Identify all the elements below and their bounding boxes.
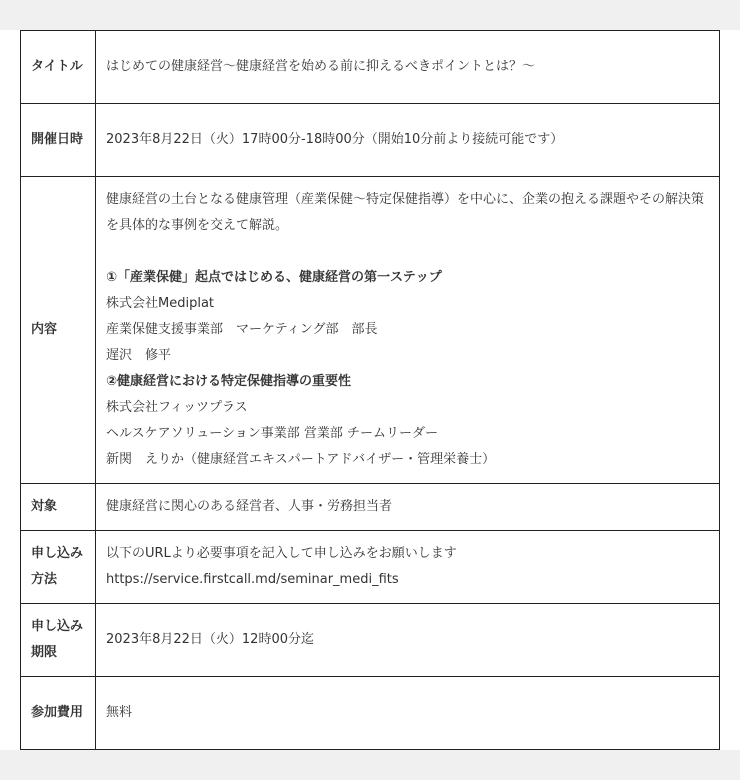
row-value-content: [96, 177, 720, 484]
table-row-fee: [21, 677, 720, 750]
row-label-deadline: 申し込み期限: [21, 604, 96, 677]
content-intro: 健康経営の土台となる健康管理（産業保健〜特定保健指導）を中心に、企業の抱える課題やその解決策を具体的な事例を交えて解説。: [106, 192, 705, 233]
session1-speaker: 遅沢 修平: [106, 348, 172, 363]
row-value-datetime: 2023年8月22日（火）17時00分-18時00分（開始10分前より接続可能です）: [96, 104, 720, 177]
bottom-margin: [0, 750, 740, 780]
row-label-apply-method: 申し込み方法: [21, 531, 96, 604]
apply-url-link[interactable]: https://service.firstcall.md/seminar_medi_fits: [106, 572, 399, 587]
table-row-datetime: [21, 104, 720, 177]
session1-role: 産業保健支援事業部 マーケティング部 部長: [106, 322, 378, 337]
session2-company: 株式会社フィッツプラス: [106, 400, 248, 415]
session1-title: ①「産業保健」起点ではじめる、健康経営の第一ステップ: [106, 270, 442, 285]
session1-company: 株式会社Mediplat: [106, 296, 215, 311]
row-value-apply-method: [96, 531, 720, 604]
row-label-fee: 参加費用: [21, 677, 96, 750]
table-row-deadline: [21, 604, 720, 677]
table-row-apply-method: [21, 531, 720, 604]
table-row-target: [21, 484, 720, 531]
session2-role: ヘルスケアソリューション事業部 営業部 チームリーダー: [106, 426, 438, 441]
row-value-title: はじめての健康経営〜健康経営を始める前に抑えるべきポイントとは？〜: [96, 31, 720, 104]
apply-instructions: 以下のURLより必要事項を記入して申し込みをお願いします: [106, 546, 457, 561]
session2-speaker: 新関 えりか（健康経営エキスパートアドバイザー・管理栄養士）: [106, 452, 496, 467]
row-value-deadline: 2023年8月22日（火）12時00分迄: [96, 604, 720, 677]
table-row-title: [21, 31, 720, 104]
row-value-fee: 無料: [96, 677, 720, 750]
row-label-datetime: 開催日時: [21, 104, 96, 177]
row-value-target: 健康経営に関心のある経営者、人事・労務担当者: [96, 484, 720, 531]
row-label-content: 内容: [21, 177, 96, 484]
row-label-title: タイトル: [21, 31, 96, 104]
table-row-content: [21, 177, 720, 484]
row-label-target: 対象: [21, 484, 96, 531]
content-spacer: [106, 239, 709, 265]
top-margin: [0, 0, 740, 30]
seminar-info-table: [20, 30, 720, 750]
session2-title: ②健康経営における特定保健指導の重要性: [106, 374, 352, 389]
